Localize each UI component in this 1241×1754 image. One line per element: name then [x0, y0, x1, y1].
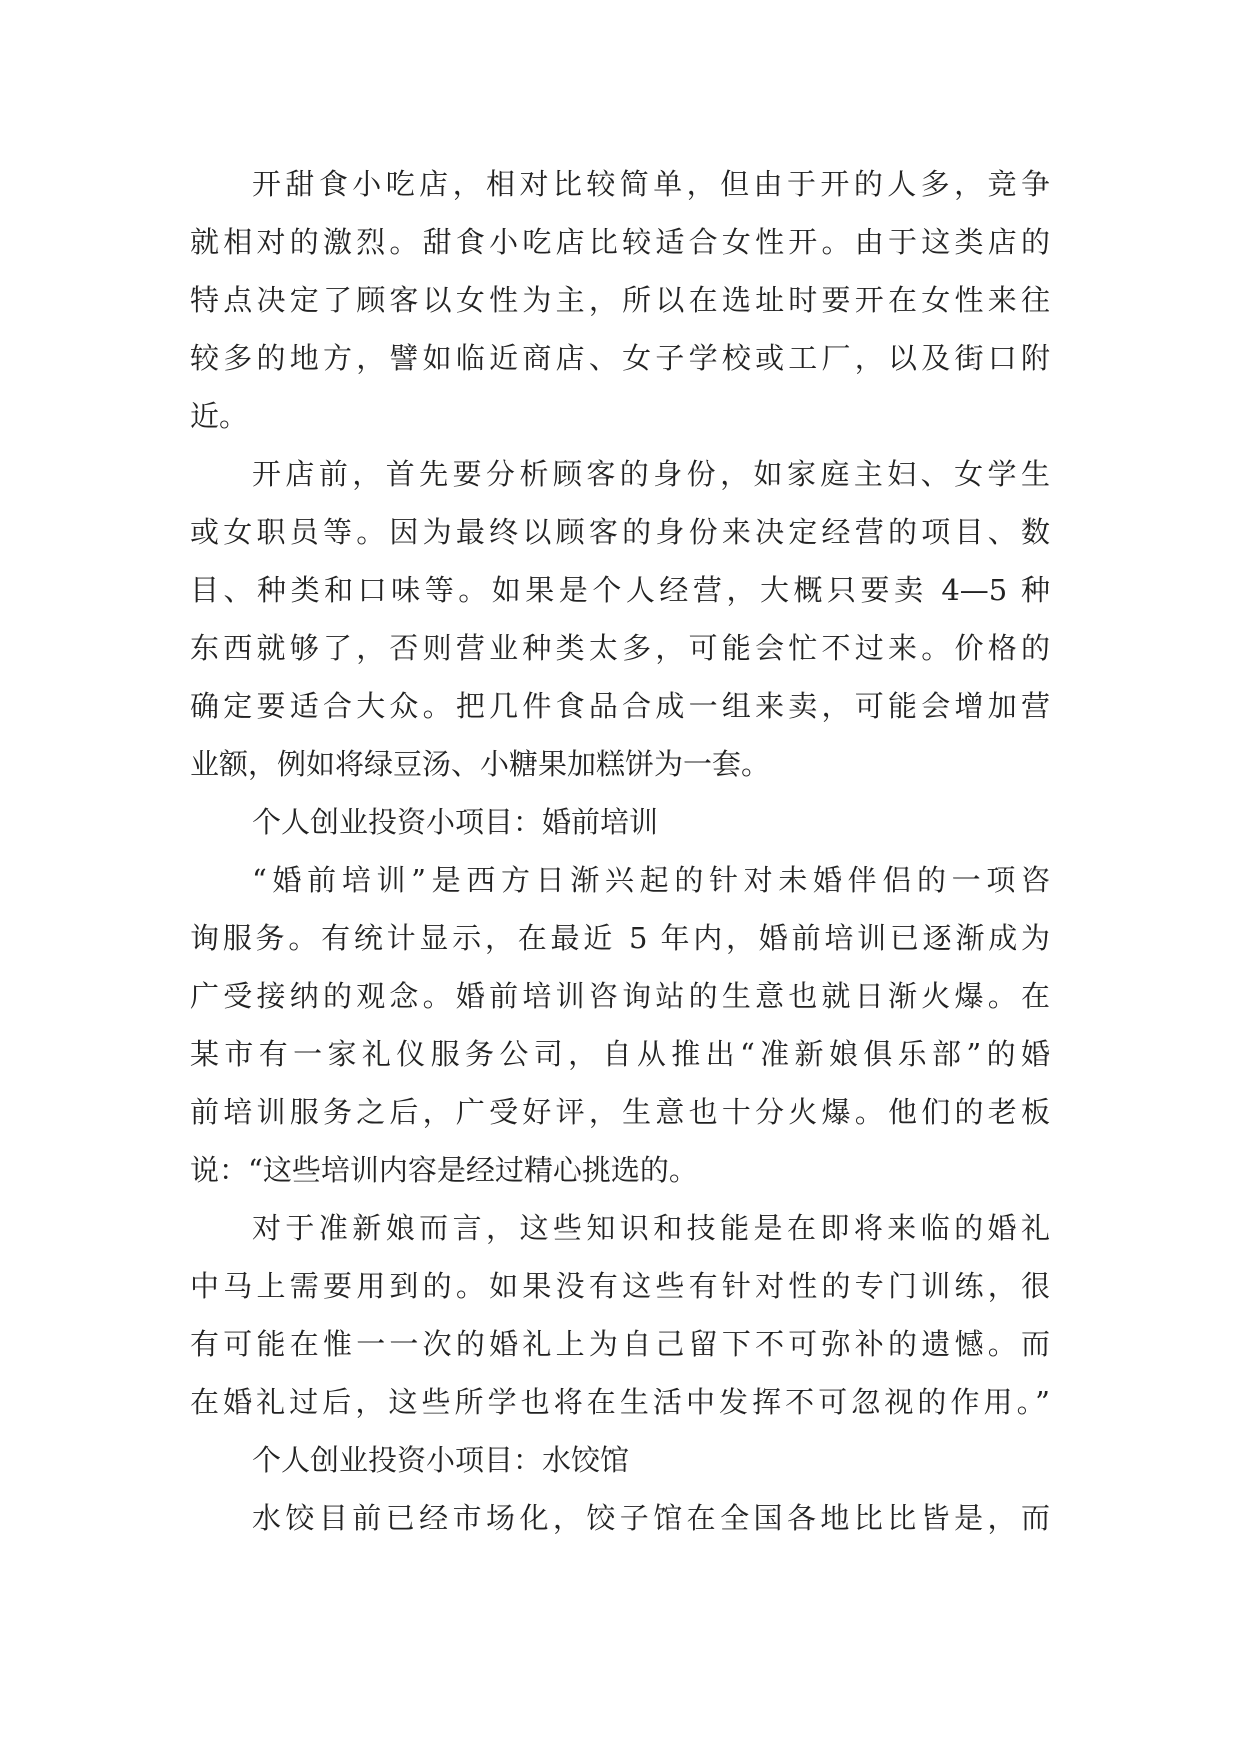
text-line: 中马上需要用到的。如果没有这些有针对性的专门训练，很 — [190, 1269, 1050, 1303]
text-line: 对于准新娘而言，这些知识和技能是在即将来临的婚礼 — [252, 1211, 1050, 1245]
text-line: 说：“这些培训内容是经过精心挑选的。 — [190, 1153, 698, 1187]
text-line: 水饺目前已经市场化，饺子馆在全国各地比比皆是，而 — [252, 1501, 1050, 1535]
text-line: 开店前，首先要分析顾客的身份，如家庭主妇、女学生 — [252, 457, 1050, 491]
text-line: 个人创业投资小项目：水饺馆 — [252, 1443, 630, 1477]
text-line: 询服务。有统计显示，在最近 5 年内，婚前培训已逐渐成为 — [190, 921, 1050, 955]
text-line: 东西就够了，否则营业种类太多，可能会忙不过来。价格的 — [190, 631, 1050, 665]
text-line: 确定要适合大众。把几件食品合成一组来卖，可能会增加营 — [190, 689, 1050, 723]
text-line: 近。 — [190, 399, 249, 433]
text-line: 或女职员等。因为最终以顾客的身份来决定经营的项目、数 — [190, 515, 1050, 549]
text-line: 在婚礼过后，这些所学也将在生活中发挥不可忽视的作用。” — [190, 1385, 1050, 1419]
text-line: 广受接纳的观念。婚前培训咨询站的生意也就日渐火爆。在 — [190, 979, 1050, 1013]
text-line: 就相对的激烈。甜食小吃店比较适合女性开。由于这类店的 — [190, 225, 1050, 259]
text-line: 有可能在惟一一次的婚礼上为自己留下不可弥补的遗憾。而 — [190, 1327, 1050, 1361]
text-line: 特点决定了顾客以女性为主，所以在选址时要开在女性来往 — [190, 283, 1050, 317]
text-line: 前培训服务之后，广受好评，生意也十分火爆。他们的老板 — [190, 1095, 1050, 1129]
text-line: 开甜食小吃店，相对比较简单，但由于开的人多，竞争 — [252, 167, 1050, 201]
document-body — [190, 155, 1050, 1547]
text-line: 目、种类和口味等。如果是个人经营，大概只要卖 4—5 种 — [190, 573, 1050, 607]
text-line: 业额，例如将绿豆汤、小糖果加糕饼为一套。 — [190, 747, 771, 781]
text-line: 较多的地方，譬如临近商店、女子学校或工厂，以及街口附 — [190, 341, 1050, 375]
text-line: 某市有一家礼仪服务公司，自从推出“准新娘俱乐部”的婚 — [190, 1037, 1050, 1071]
text-line: “婚前培训”是西方日渐兴起的针对未婚伴侣的一项咨 — [252, 863, 1050, 897]
text-line: 个人创业投资小项目：婚前培训 — [252, 805, 659, 839]
